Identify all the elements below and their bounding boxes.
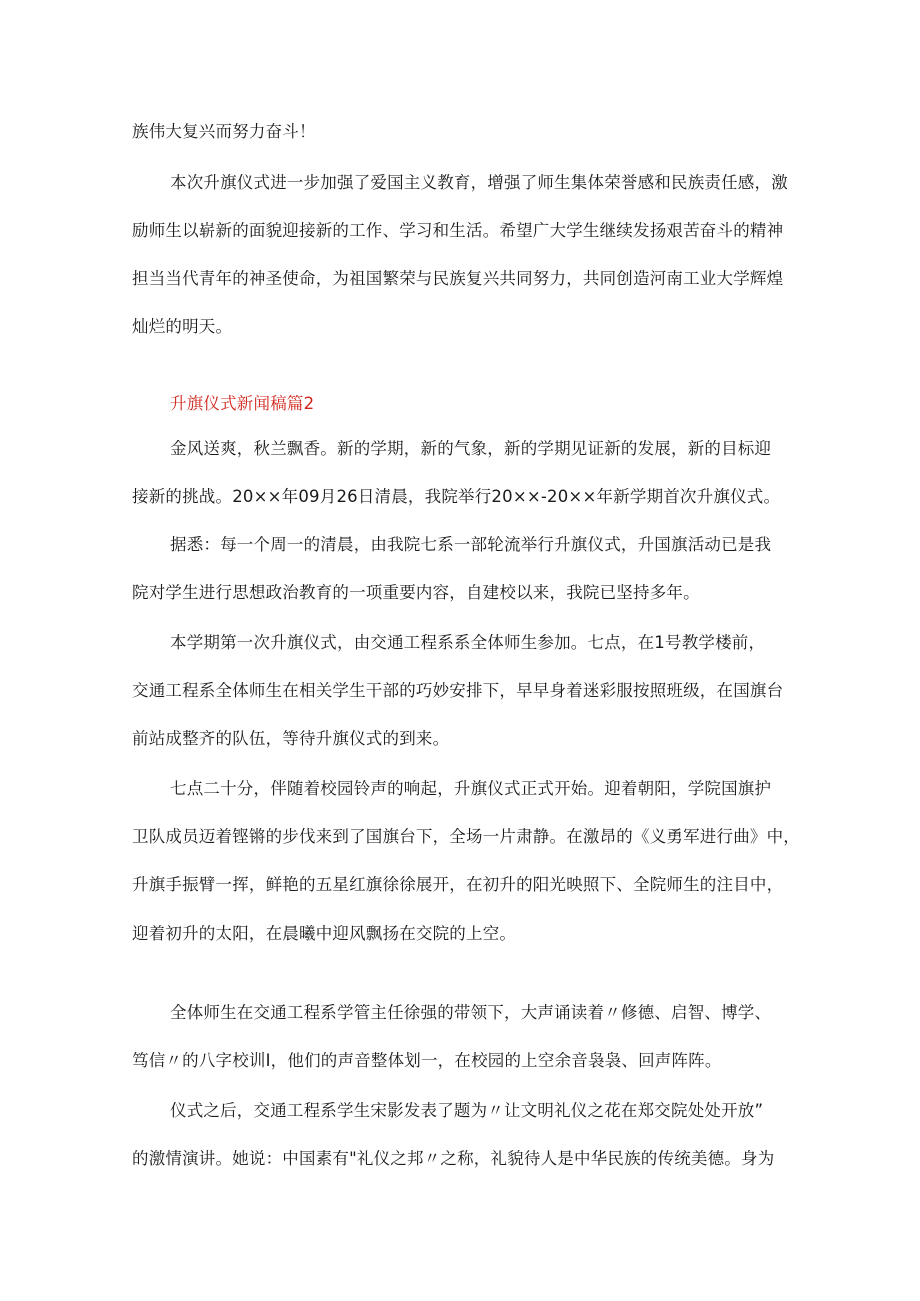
text-line: 接新的挑战。20××年09月26日清晨，我院举行20××-20××年新学期首次升旗仪式。 <box>132 487 781 506</box>
text-line: 迎着初升的太阳，在晨曦中迎风飘扬在交院的上空。 <box>132 924 517 943</box>
text-line: 担当当代青年的神圣使命，为祖国繁荣与民族复兴共同努力，共同创造河南工业大学辉煌 <box>132 269 784 288</box>
text-line: 励师生以崭新的面貌迎接新的工作、学习和生活。希望广大学生继续发扬艰苦奋斗的精神 <box>132 221 784 240</box>
section-heading: 升旗仪式新闻稿篇2 <box>170 394 315 413</box>
paragraph-line: 全体师生在交通工程系学管主任徐强的带领下，大声诵读着〃修德、启智、博学、 <box>170 1003 772 1022</box>
text-line: 前站成整齐的队伍，等待升旗仪式的到来。 <box>132 729 450 748</box>
text-line: 族伟大复兴而努力奋斗！ <box>132 122 316 141</box>
paragraph-line: 本学期第一次升旗仪式，由交通工程系系全体师生参加。七点，在1号教学楼前， <box>170 633 766 652</box>
paragraph-line: 仪式之后，交通工程系学生宋影发表了题为〃让文明礼仪之花在郑交院处处开放” <box>170 1101 764 1120</box>
text-line: 灿烂的明天。 <box>132 317 233 336</box>
paragraph-line: 金风送爽，秋兰飘香。新的学期，新的气象，新的学期见证新的发展，新的目标迎 <box>170 439 772 458</box>
text-line: 的激情演讲。她说：中国素有"礼仪之邦〃之称，礼貌待人是中华民族的传统美德。身为 <box>132 1149 775 1168</box>
text-line: 院对学生进行思想政治教育的一项重要内容，自建校以来，我院已坚持多年。 <box>132 583 700 602</box>
text-line: 交通工程系全体师生在相关学生干部的巧妙安排下，早早身着迷彩服按照班级，在国旗台 <box>132 681 784 700</box>
paragraph-line: 七点二十分，伴随着校园铃声的响起，升旗仪式正式开始。迎着朝阳，学院国旗护 <box>170 779 772 798</box>
text-line: 升旗手振臂一挥，鲜艳的五星红旗徐徐展开，在初升的阳光映照下、全院师生的注目中， <box>132 875 784 894</box>
text-line: 卫队成员迈着铿锵的步伐来到了国旗台下，全场一片肃静。在激昂的《义勇军进行曲》中， <box>132 827 800 846</box>
text-line: 笃信〃的八字校训I，他们的声音整体划一，在校园的上空余音袅袅、回声阵阵。 <box>132 1051 722 1070</box>
paragraph-line: 据悉：每一个周一的清晨，由我院七系一部轮流举行升旗仪式，升国旗活动已是我 <box>170 535 772 554</box>
paragraph-line: 本次升旗仪式进一步加强了爱国主义教育，增强了师生集体荣誉感和民族责任感，激 <box>170 173 788 192</box>
